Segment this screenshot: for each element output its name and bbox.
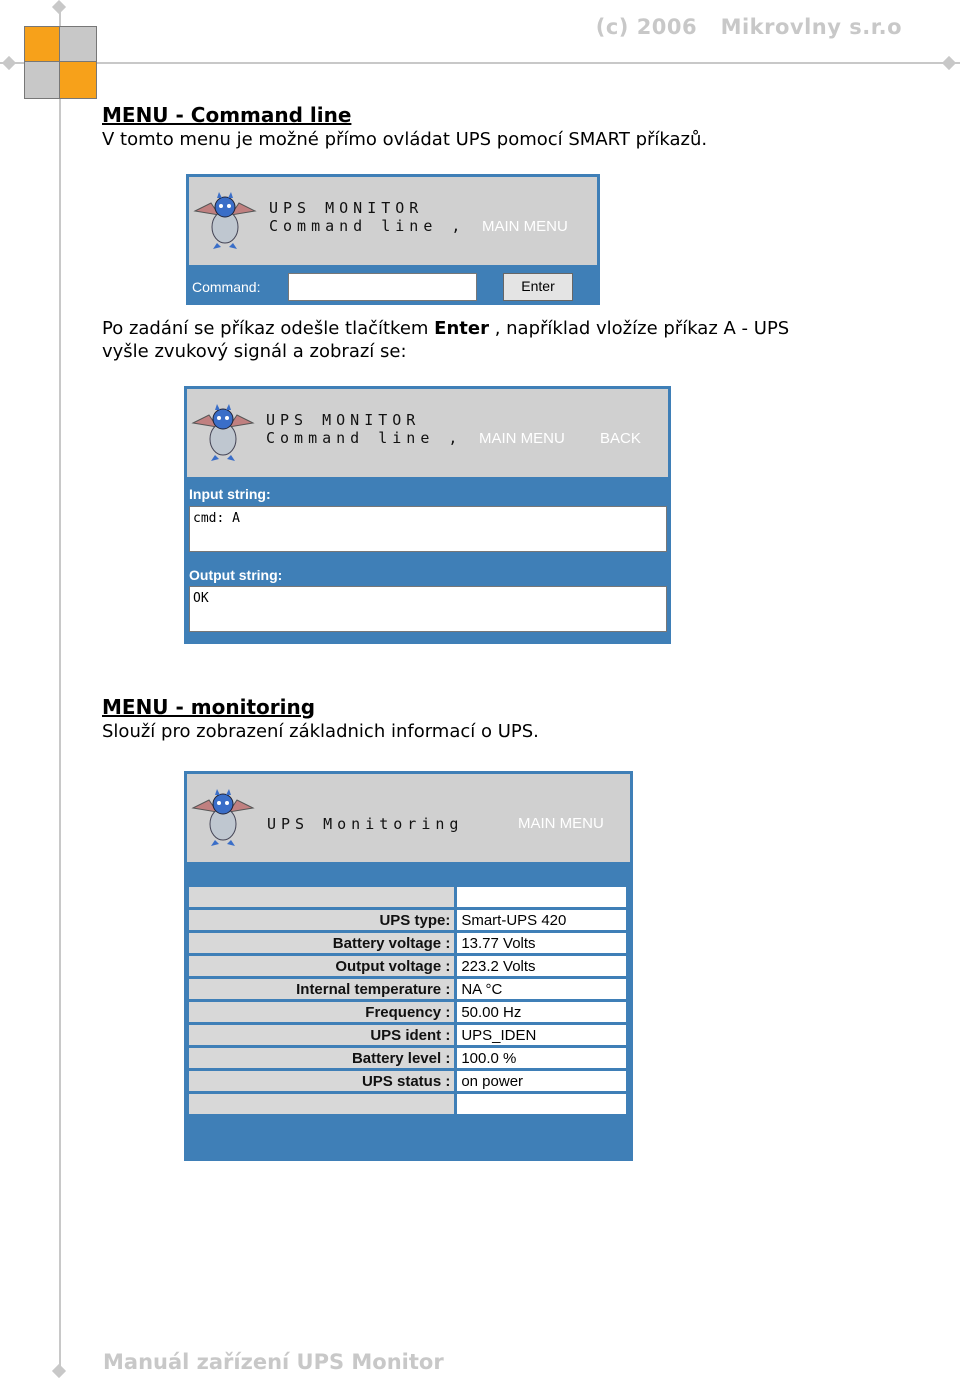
- frame-vertical-line: [59, 6, 61, 1371]
- paragraph-text-line-2: vyšle zvukový signál a zobrazí se:: [102, 341, 407, 362]
- frame-diamond-left: [2, 56, 16, 70]
- table-row: [188, 1001, 628, 1024]
- row-label: UPS type:: [188, 909, 456, 932]
- section-text-command-line: V tomto menu je možné přímo ovládat UPS pomocí SMART příkazů.: [102, 129, 708, 150]
- table-row: [188, 932, 628, 955]
- title-command-line: Command line ,: [266, 429, 463, 447]
- table-row: [188, 978, 628, 1001]
- bat-mascot-icon: [193, 189, 257, 253]
- footer-title: Manuál zařízení UPS Monitor: [103, 1350, 444, 1374]
- row-value: on power: [456, 1070, 628, 1093]
- title-ups-monitor: UPS MONITOR: [269, 199, 424, 217]
- row-value: 223.2 Volts: [456, 955, 628, 978]
- output-string-field[interactable]: OK: [189, 586, 667, 632]
- screenshot-header: [187, 774, 630, 862]
- logo-squares: [24, 26, 94, 98]
- title-command-line: Command line ,: [269, 217, 466, 235]
- row-label: Battery voltage :: [188, 932, 456, 955]
- row-label: Battery level :: [188, 1047, 456, 1070]
- logo-square-orange-2: [59, 61, 97, 99]
- main-menu-link[interactable]: MAIN MENU: [518, 815, 604, 832]
- input-string-field[interactable]: cmd: A: [189, 506, 667, 552]
- screenshot-command-result: [184, 386, 671, 644]
- row-value: 100.0 %: [456, 1047, 628, 1070]
- section-heading-command-line: MENU - Command line: [102, 103, 352, 127]
- enter-keyword: Enter: [434, 318, 489, 339]
- bat-mascot-icon: [191, 401, 255, 465]
- paragraph-text-part-2: , například vložíze příkaz A - UPS: [488, 318, 790, 339]
- row-label: Output voltage :: [188, 955, 456, 978]
- paragraph-enter-explanation: [102, 317, 789, 363]
- table-row: [188, 955, 628, 978]
- enter-button[interactable]: Enter: [503, 273, 573, 301]
- section-heading-monitoring: MENU - monitoring: [102, 695, 316, 719]
- frame-diamond-right: [942, 56, 956, 70]
- table-row: [188, 1047, 628, 1070]
- title-ups-monitoring: UPS Monitoring: [267, 815, 464, 833]
- row-value: 50.00 Hz: [456, 1001, 628, 1024]
- frame-horizontal-line: [0, 62, 960, 64]
- row-label: UPS status :: [188, 1070, 456, 1093]
- row-value: Smart-UPS 420: [456, 909, 628, 932]
- table-row: [188, 1024, 628, 1047]
- title-ups-monitor: UPS MONITOR: [266, 411, 421, 429]
- header-copyright: (c) 2006 Mikrovlny s.r.o: [595, 15, 902, 39]
- logo-square-gray-1: [59, 26, 97, 64]
- row-value: NA °C: [456, 978, 628, 1001]
- screenshot-monitoring: [184, 771, 633, 1161]
- main-menu-link[interactable]: MAIN MENU: [482, 218, 568, 235]
- back-link[interactable]: BACK: [600, 430, 641, 447]
- input-string-label: Input string:: [189, 486, 271, 502]
- frame-diamond-bottom: [52, 1364, 66, 1378]
- row-label: Frequency :: [188, 1001, 456, 1024]
- screenshot-header: [189, 177, 597, 265]
- section-text-monitoring: Slouží pro zobrazení základnich informací o UPS.: [102, 721, 539, 742]
- command-label: Command:: [192, 279, 261, 295]
- table-row: [188, 909, 628, 932]
- row-value: UPS_IDEN: [456, 1024, 628, 1047]
- screenshot-command-line: [186, 174, 600, 305]
- table-row-empty-bottom: [188, 1093, 628, 1116]
- table-row-empty-top: [188, 886, 628, 909]
- row-value: 13.77 Volts: [456, 932, 628, 955]
- screenshot-header: [187, 389, 668, 477]
- command-input[interactable]: [288, 273, 477, 301]
- table-row: [188, 1070, 628, 1093]
- row-label: Internal temperature :: [188, 978, 456, 1001]
- logo-square-gray-2: [24, 61, 62, 99]
- bat-mascot-icon: [191, 786, 255, 850]
- paragraph-text-part-1: Po zadání se příkaz odešle tlačítkem: [102, 318, 435, 339]
- logo-square-orange-1: [24, 26, 62, 64]
- monitoring-table: [186, 884, 629, 1117]
- frame-diamond-top: [52, 0, 66, 14]
- row-label: UPS ident :: [188, 1024, 456, 1047]
- main-menu-link[interactable]: MAIN MENU: [479, 430, 565, 447]
- output-string-label: Output string:: [189, 567, 283, 583]
